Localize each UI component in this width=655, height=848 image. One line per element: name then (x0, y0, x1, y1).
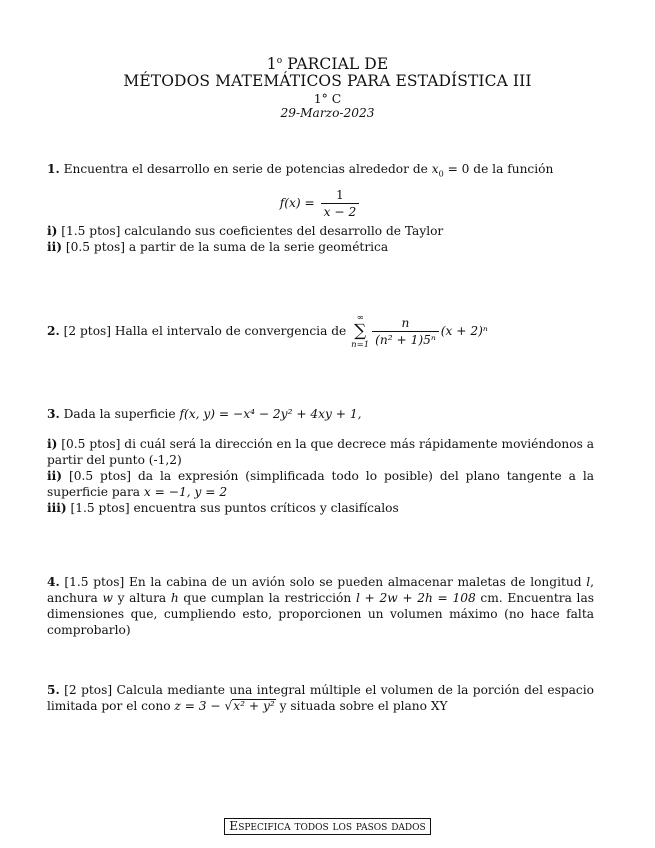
question-3-part-ii: ii) [0.5 ptos] da la expresión (simplificada todo lo posible) del plano tangente a la superficie para x = −1, y = 2 (47, 469, 594, 499)
question-1-part-ii: ii) [0.5 ptos] a partir de la suma de la serie geométrica (47, 240, 389, 255)
summation-symbol: ∞ ∑ n=1 (351, 313, 370, 350)
formula-fraction: $\frac{1}{x - 2}$ (321, 188, 360, 219)
question-4: 4. [1.5 ptos] En la cabina de un avión solo se pueden almacenar maletas de longitud l, anchura w y altura h que cumplan la restricción l + 2w + 2h = 108 cm. Encuentra las dimensiones que, cumpliendo esto, proporcionen un volumen máximo (no hace falta comprobarlo) (47, 575, 594, 637)
question-3 (47, 406, 594, 516)
series-term-tail: (x + 2)ⁿ (440, 324, 488, 338)
question-3-part-i: i) [0.5 ptos] di cuál será la dirección en la que decrece más rápidamente moviéndonos a partir del punto (-1,2) (47, 437, 594, 467)
surface-formula: f(x, y) = −x⁴ − 2y² + 4xy + 1, (179, 407, 362, 421)
question-3-part-iii: iii) [1.5 ptos] encuentra sus puntos críticos y clasifícalos (47, 501, 399, 515)
exam-header (0, 53, 655, 121)
question-1-part-i: i) [1.5 ptos] calculando sus coeficientes del desarrollo de Taylor (47, 224, 444, 239)
x0-expression: $x_0 = 0$ (431, 162, 470, 179)
question-1-formula: f(x) = $\frac{1}{x - 2}$ (47, 188, 594, 219)
question-2-number: 2. (47, 324, 60, 338)
cone-formula: z = 3 − √x² + y² (174, 699, 275, 713)
question-1-statement: 1. Encuentra el desarrollo en serie de potencias alrededor de $x_0 = 0$ de la función (47, 162, 554, 179)
question-5: 5. [2 ptos] Calcula mediante una integral múltiple el volumen de la porción del espacio limitada por el cono z = 3 − √x² + y² y situada sobre el plano XY (47, 683, 594, 713)
course-label: 1° C (313, 91, 342, 107)
footer (0, 818, 655, 835)
question-3-number: 3. (47, 407, 60, 421)
series-term-fraction: $\frac{n}{\text{(n² + 1)5ⁿ}}$ (372, 316, 439, 347)
question-1-number: 1. (47, 162, 60, 176)
footer-note: Especifica todos los pasos dados (224, 818, 430, 835)
exam-date: 29-Marzo-2023 (280, 106, 375, 121)
exam-title-line2: MÉTODOS MATEMÁTICOS PARA ESTADÍSTICA III (123, 72, 532, 91)
constraint-formula: l + 2w + 2h = 108 (355, 591, 476, 605)
question-2: 2. [2 ptos] Halla el intervalo de convergencia de ∞ ∑ n=1 $\frac{n}{\text{(n² + 1)5ⁿ}}$ (x + 2)ⁿ (47, 313, 488, 350)
exam-title-line1: 1$^o$ PARCIAL DE (266, 55, 389, 74)
question-1 (47, 161, 594, 255)
question-4-number: 4. (47, 575, 60, 589)
question-5-number: 5. (47, 683, 60, 697)
question-3-statement: 3. Dada la superficie f(x, y) = −x⁴ − 2y² + 4xy + 1, (47, 407, 362, 421)
